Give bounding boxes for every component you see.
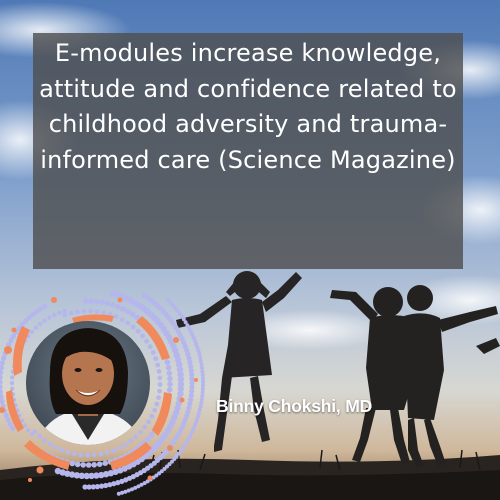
decorative-dot: [62, 309, 66, 313]
decorative-dot: [85, 453, 90, 458]
decorative-dot: [105, 450, 110, 455]
decorative-dot: [200, 363, 204, 367]
decorative-dot: [42, 318, 46, 322]
decorative-dot: [120, 317, 125, 322]
decorative-dot: [82, 309, 87, 314]
decorative-dot: [130, 311, 136, 317]
decorative-dot: [95, 309, 100, 314]
decorative-dot: [48, 442, 53, 447]
decorative-dot: [1, 356, 6, 361]
decorative-dot: [197, 352, 201, 356]
decorative-dot: [200, 370, 204, 374]
decorative-dot: [59, 448, 64, 453]
decorative-dot: [140, 334, 145, 339]
decorative-dot: [158, 382, 163, 387]
decorative-dot: [0, 389, 3, 394]
decorative-dot: [198, 356, 202, 360]
decorative-dot: [0, 399, 4, 404]
decorative-dot: [200, 394, 204, 398]
decorative-dot: [199, 401, 203, 405]
decorative-dot: [55, 468, 61, 474]
decorative-dot: [47, 315, 51, 319]
decorative-dot: [97, 461, 103, 467]
decorative-dot: [91, 462, 97, 468]
decorative-dot: [136, 329, 141, 334]
author-name: Binny Chokshi, MD: [216, 396, 373, 416]
decorative-dot: [152, 408, 157, 413]
decorative-dot: [167, 387, 173, 393]
decorative-dot: [148, 344, 153, 349]
decorative-dot: [102, 460, 108, 466]
decorative-dot: [0, 370, 3, 375]
decorative-dot: [105, 301, 111, 307]
decorative-dot: [125, 309, 131, 315]
decorative-dot: [99, 299, 105, 305]
decorative-dot: [75, 462, 81, 468]
decorative-dot: [69, 311, 74, 316]
portrait-badge: [0, 255, 230, 500]
decorative-dot: [201, 391, 205, 395]
decorative-dot: [117, 445, 122, 450]
decorative-dot: [167, 376, 173, 382]
decorative-dot: [30, 330, 34, 334]
decorative-dot: [92, 452, 97, 457]
decorative-dot: [66, 450, 71, 455]
decorative-dot: [117, 492, 121, 496]
decorative-dot: [155, 363, 160, 368]
decorative-dot: [0, 380, 3, 385]
decorative-dot: [0, 375, 3, 380]
decorative-dot: [201, 384, 205, 388]
decorative-dot: [88, 298, 94, 304]
decorative-dot: [34, 326, 38, 330]
decorative-dot: [0, 394, 4, 399]
decorative-dot: [149, 432, 155, 438]
decorative-dot: [114, 314, 119, 319]
quote-text: E-modules increase knowledge, attitude and confidence related to childhood adversity and trauma-informed care (Science Magazine): [39, 39, 457, 174]
decorative-dot: [26, 428, 30, 432]
decorative-dot: [0, 384, 3, 389]
decorative-dot: [37, 434, 42, 439]
decorative-dot: [196, 349, 200, 353]
decorative-dot: [80, 462, 86, 468]
decorative-dot: [157, 376, 162, 381]
decorative-dot: [115, 304, 121, 310]
decorative-dot: [125, 321, 130, 326]
decorative-dot: [133, 434, 138, 439]
decorative-dot: [199, 359, 203, 363]
decorative-dot: [101, 310, 106, 315]
decorative-dot: [153, 356, 158, 361]
decorative-dot: [6, 417, 11, 422]
decorative-dot: [75, 309, 80, 314]
decorative-dot: [146, 420, 151, 425]
decorative-dot: [201, 387, 205, 391]
decorative-dot: [86, 462, 92, 468]
decorative-dot: [30, 432, 34, 436]
portrait-photo: [20, 315, 160, 460]
decorative-dot: [167, 370, 173, 376]
decorative-dot: [123, 442, 128, 447]
decorative-dot: [94, 299, 100, 305]
decorative-dot: [157, 389, 162, 394]
decorative-dot: [155, 402, 160, 407]
decorative-dot: [111, 448, 116, 453]
decorative-dot: [197, 411, 201, 415]
decorative-dot: [79, 452, 84, 457]
decorative-dot: [200, 366, 204, 370]
decorative-dot: [38, 322, 42, 326]
decorative-dot: [10, 387, 14, 391]
decorative-dot: [167, 381, 173, 387]
decorative-dot: [156, 395, 161, 400]
decorative-dot: [201, 373, 205, 377]
decorative-dot: [157, 369, 162, 374]
decorative-dot: [83, 298, 89, 304]
decorative-dot: [110, 302, 116, 308]
decorative-dot: [10, 375, 14, 379]
decorative-dot: [62, 313, 67, 318]
decorative-dot: [138, 430, 143, 435]
decorative-dot: [4, 413, 9, 418]
decorative-dot: [201, 377, 205, 381]
decorative-dot: [150, 414, 155, 419]
decorative-dot: [52, 313, 56, 317]
decorative-dot: [200, 397, 204, 401]
decorative-dot: [70, 461, 76, 467]
decorative-dot: [128, 439, 133, 444]
decorative-dot: [98, 452, 103, 457]
decorative-dot: [199, 404, 203, 408]
decorative-dot: [88, 309, 93, 314]
decorative-dot: [0, 365, 4, 370]
decorative-dot: [53, 445, 58, 450]
decorative-dot: [144, 339, 149, 344]
decorative-dot: [82, 484, 87, 489]
decorative-dot: [151, 350, 156, 355]
decorative-dot: [165, 360, 171, 366]
decorative-dot: [131, 325, 136, 330]
decorative-dot: [42, 304, 47, 309]
decorative-dot: [142, 425, 147, 430]
decorative-dot: [201, 380, 205, 384]
decorative-dot: [72, 451, 77, 456]
decorative-dot: [57, 310, 61, 314]
decorative-dot: [42, 438, 47, 443]
decorative-dot: [10, 381, 14, 385]
decorative-dot: [0, 360, 5, 365]
decorative-dot: [120, 306, 126, 312]
decorative-dot: [166, 365, 172, 371]
